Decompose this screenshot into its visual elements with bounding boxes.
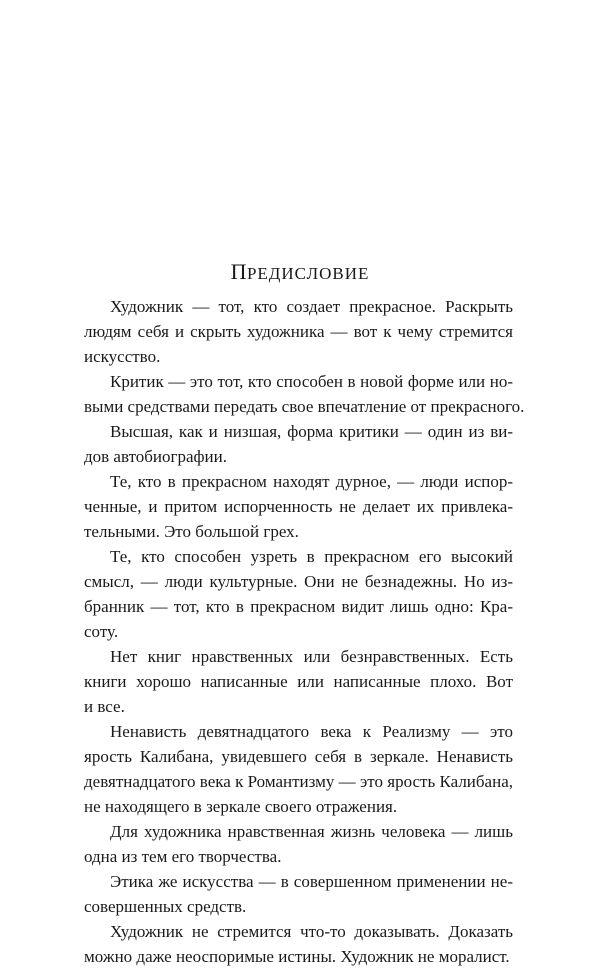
paragraph-line: Те, кто способен узреть в прекрасном его высокий <box>110 547 513 566</box>
paragraph-line: Художник — тот, кто создает прекрасное. Раскрыть <box>110 297 513 316</box>
paragraph <box>58 294 513 369</box>
paragraph-line: тельными. Это большой грех. <box>84 522 299 541</box>
chapter-title <box>0 258 600 288</box>
paragraph-line: выми средствами передать свое впечатление от прекрасного. <box>84 397 525 416</box>
paragraph-line: ченные, и притом испорченность не делает их привлека- <box>84 497 513 516</box>
paragraph-line: ярость Калибана, увидевшего себя в зеркале. Ненависть <box>84 747 513 766</box>
paragraph <box>58 644 513 719</box>
paragraph <box>58 719 513 819</box>
paragraph <box>58 469 513 544</box>
preface-body <box>58 294 525 969</box>
paragraph-line: и все. <box>84 697 125 716</box>
paragraph-line: девятнадцатого века к Романтизму — это ярость Калибана, <box>84 772 513 791</box>
paragraph <box>58 419 513 469</box>
paragraph <box>58 544 513 644</box>
paragraph-line: Высшая, как и низшая, форма критики — один из ви- <box>110 422 513 441</box>
paragraph-line: Нет книг нравственных или безнравственных. Есть <box>110 647 513 666</box>
paragraph-line: книги хорошо написанные или написанные плохо. Вот <box>84 672 513 691</box>
paragraph-line: Для художника нравственная жизнь человека — лишь <box>110 822 513 841</box>
paragraph-line: можно даже неоспоримые истины. Художник не моралист. <box>84 947 510 966</box>
paragraph-line: Те, кто в прекрасном находят дурное, — люди испор- <box>110 472 513 491</box>
paragraph-line: одна из тем его творчества. <box>84 847 282 866</box>
paragraph-line: бранник — тот, кто в прекрасном видит лишь одно: Кра- <box>84 597 513 616</box>
chapter-title-rest: РЕДИСЛОВИЕ <box>246 264 370 283</box>
paragraph <box>58 819 513 869</box>
paragraph-line: соту. <box>84 622 119 641</box>
paragraph <box>58 919 513 969</box>
paragraph <box>58 869 513 919</box>
chapter-title-initial: П <box>230 259 247 284</box>
paragraph-line: Ненависть девятнадцатого века к Реализму — это <box>110 722 513 741</box>
paragraph-line: искусство. <box>84 347 161 366</box>
paragraph-line: Критик — это тот, кто способен в новой форме или но- <box>110 372 513 391</box>
paragraph <box>58 369 525 419</box>
paragraph-line: дов автобиографии. <box>84 447 228 466</box>
paragraph-line: не находящего в зеркале своего отражения. <box>84 797 398 816</box>
paragraph-line: совершенных средств. <box>84 897 247 916</box>
paragraph-line: Этика же искусства — в совершенном применении не- <box>110 872 513 891</box>
paragraph-line: смысл, — люди культурные. Они не безнадежны. Но из- <box>84 572 513 591</box>
paragraph-line: Художник не стремится что-то доказывать. Доказать <box>110 922 513 941</box>
paragraph-line: людям себя и скрыть художника — вот к чему стремится <box>84 322 513 341</box>
